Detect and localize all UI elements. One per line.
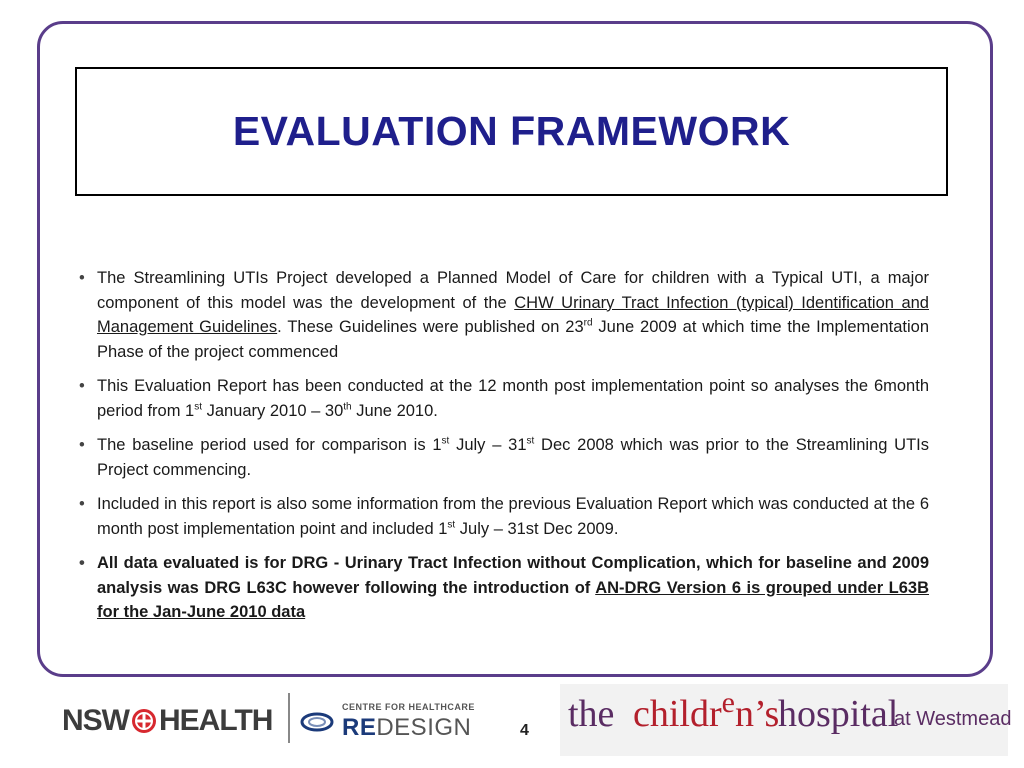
bullet-dot-icon: •: [79, 554, 85, 572]
slide-title: EVALUATION FRAMEWORK: [232, 108, 791, 154]
redesign-swoosh-icon: [300, 710, 334, 734]
bullet-item-5: • All data evaluated is for DRG - Urinary Tract Infection without Complication, which for baseline and 2009 analysis was DRG L63C however following the introduction of AN-DRG Version 6 is grouped under L63B for the Jan-June 2010 data: [74, 551, 929, 625]
bullet-list: [74, 266, 929, 635]
bullet-dot-icon: •: [79, 269, 85, 287]
bullet-dot-icon: •: [79, 377, 85, 395]
bullet-item-1: • The Streamlining UTIs Project developed a Planned Model of Care for children with a Typical UTI, a major component of this model was the development of the CHW Urinary Tract Infection (typical) Identification and Management Guidelines. These Guidelines were published on 23rd June 2009 at which time the Implementation Phase of the project commenced: [74, 266, 929, 364]
slide-footer: NSW HEALTH CENTRE FOR HEALTHCARE REDESIGN 4 the childr$^e$n’s hospital at Westmead: [0, 684, 1024, 768]
bullet-item-3: • The baseline period used for comparison is 1st July – 31st Dec 2008 which was prior to the Streamlining UTIs Project commencing.: [74, 433, 929, 482]
page-number: 4: [520, 722, 529, 739]
title-box: [75, 67, 948, 196]
guidelines-link[interactable]: CHW Urinary Tract Infection (typical) Identification and Management Guidelines: [97, 293, 929, 336]
bullet-item-2: • This Evaluation Report has been conducted at the 12 month post implementation point so analyses the 6month period from 1st January 2010 – 30th June 2010.: [74, 374, 929, 423]
bullet-dot-icon: •: [79, 436, 85, 454]
nsw-health-logo: NSW HEALTH: [62, 704, 273, 737]
waratah-seal-icon: [131, 708, 157, 734]
bullet-item-4: • Included in this report is also some information from the previous Evaluation Report which was conducted at the 6 month post implementation point and included 1st July – 31st Dec 2009.: [74, 492, 929, 541]
childrens-hospital-logo: the childr$^e$n’s hospital at Westmead: [560, 684, 1008, 756]
an-drg-link[interactable]: AN-DRG Version 6 is grouped under L63B for the Jan-June 2010 data: [97, 578, 929, 621]
bullet-dot-icon: •: [79, 495, 85, 513]
logo-divider: [288, 693, 290, 743]
